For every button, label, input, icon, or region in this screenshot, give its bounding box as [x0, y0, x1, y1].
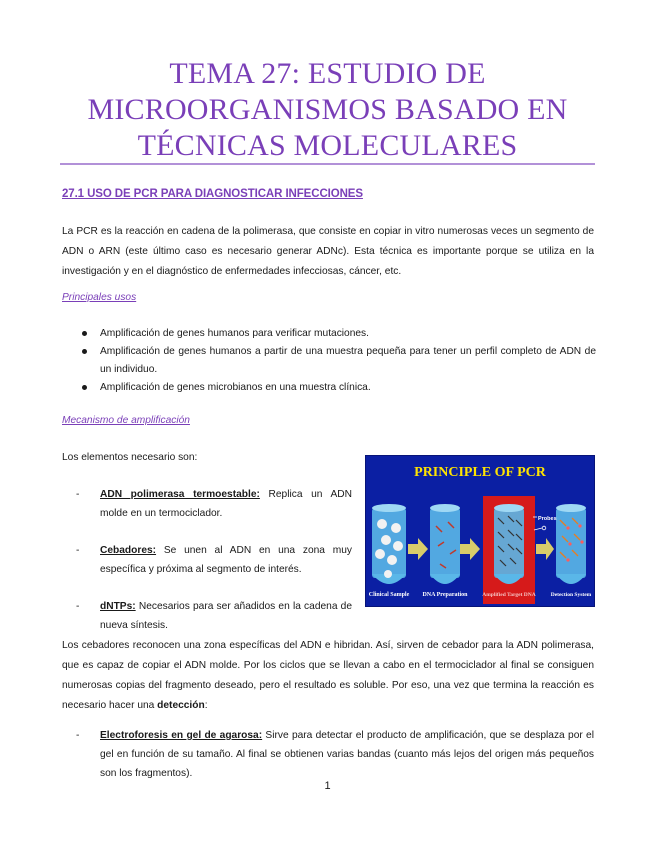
- list-item: Amplificación de genes humanos a partir de una muestra pequeña para tener un perfil completo de ADN de un individuo.: [62, 343, 596, 379]
- uses-heading: Principales usos: [62, 292, 137, 303]
- electrophoresis-description: Sirve para detectar el producto de amplificación, que se desplaza por el gel en función de su tamaño. Al final se obtienen varias bandas (cuanto más lejos del origen más pequeños son los fragmentos).: [100, 730, 594, 779]
- figure-title: PRINCIPLE OF PCR: [414, 465, 546, 480]
- element-description: Se unen al ADN en una zona muy específica y próxima al segmento de interés.: [100, 545, 352, 575]
- list-item: Amplificación de genes humanos para verificar mutaciones.: [62, 325, 596, 343]
- caption-dna-preparation: DNA Preparation: [422, 592, 468, 598]
- list-item: [62, 726, 594, 783]
- primers-paragraph: [62, 636, 594, 716]
- title-line: TEMA 27: ESTUDIO DE: [169, 57, 486, 90]
- pcr-principle-figure: [365, 455, 595, 607]
- tube-detection-system: [556, 504, 586, 584]
- intro-paragraph: La PCR es la reacción en cadena de la polimerasa, que consiste en copiar in vitro numerosas veces un segmento de ADN o ARN (este último caso es necesario generar ADNc). Esta técnica es importante porque se utiliza en la investigación y en el diagnóstico de enfermedades infecciosas, cáncer, etc.: [62, 226, 594, 277]
- primers-text-end: :: [204, 700, 208, 711]
- element-description: Replica un ADN molde en un termociclador.: [100, 489, 352, 519]
- page-title: [60, 56, 595, 164]
- dash-marker: -: [76, 545, 80, 556]
- tube-amplified-dna: [494, 504, 524, 584]
- title-line: MICROORGANISMOS BASADO EN: [87, 93, 568, 126]
- caption-clinical-sample: Clinical Sample: [368, 592, 410, 598]
- dash-marker: -: [76, 730, 80, 741]
- list-item: Amplificación de genes microbianos en una muestra clínica.: [62, 379, 596, 397]
- detection-term: detección: [157, 700, 205, 711]
- title-divider: [60, 163, 595, 165]
- element-term: ADN polimerasa termoestable:: [100, 489, 260, 500]
- element-term: Cebadores:: [100, 545, 157, 556]
- electrophoresis-term: Electroforesis en gel de agarosa:: [100, 730, 263, 741]
- page-number: 1: [324, 780, 331, 792]
- list-item: [62, 485, 352, 523]
- probes-label: Probes: [538, 516, 557, 522]
- uses-list: [62, 325, 596, 397]
- pcr-diagram: [366, 456, 594, 606]
- element-term: dNTPs:: [100, 601, 136, 612]
- caption-amplified-dna: Amplified Target DNA: [482, 592, 536, 598]
- list-item: [62, 597, 352, 635]
- element-description: Necesarios para ser añadidos en la cadena de nueva síntesis.: [100, 601, 352, 631]
- title-line: TÉCNICAS MOLECULARES: [137, 129, 518, 162]
- elements-list: [62, 485, 352, 653]
- list-item: [62, 541, 352, 579]
- caption-detection-system: Detection System: [550, 592, 592, 598]
- mechanism-heading: Mecanismo de amplificación: [62, 415, 190, 426]
- dash-marker: -: [76, 601, 80, 612]
- primers-text: Los cebadores reconocen una zona específicas del ADN e hibridan. Así, sirven de cebador para la ADN polimerasa, que es capaz de copiar el ADN molde. Por los ciclos que se llevan a cabo en el termociclador al final se consiguen numerosas copias del fragmento deseado, pero el resultado es soluble. Por eso, una vez que termina la reacción es necesario hacer una: [62, 640, 594, 711]
- dash-marker: -: [76, 489, 80, 500]
- tube-clinical-sample: [372, 504, 406, 584]
- section-heading: 27.1 USO DE PCR PARA DIAGNOSTICAR INFECCIONES: [62, 188, 363, 200]
- elements-intro: Los elementos necesario son:: [62, 452, 198, 463]
- detection-list: [62, 726, 594, 783]
- tube-dna-preparation: [430, 504, 460, 584]
